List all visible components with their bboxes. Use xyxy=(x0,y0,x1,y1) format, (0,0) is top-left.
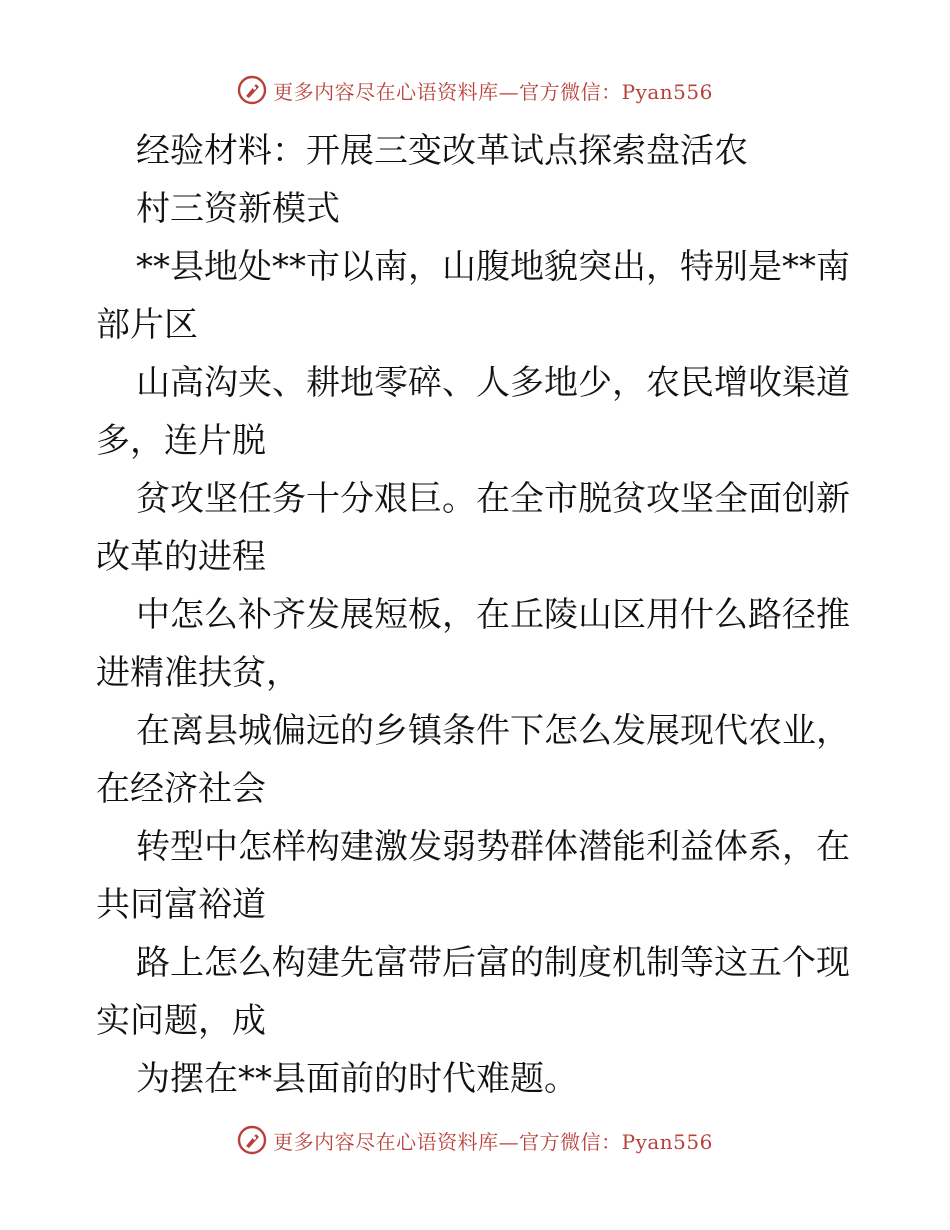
paragraph-line: 进精准扶贫， xyxy=(96,653,300,693)
paragraph-line: 在经济社会 xyxy=(96,769,266,809)
footer-watermark xyxy=(0,1120,950,1160)
paragraph-line: **县地处**市以南，山腹地貌突出，特别是**南 xyxy=(136,247,850,287)
paragraph-line: 路上怎么构建先富带后富的制度机制等这五个现 xyxy=(136,943,850,983)
header-watermark-text: 更多内容尽在心语资料库—官方微信：Pyan556 xyxy=(273,79,713,104)
pen-nib-logo-icon xyxy=(237,1125,267,1155)
paragraph-line: 转型中怎样构建激发弱势群体潜能利益体系，在 xyxy=(136,827,850,867)
footer-watermark-text: 更多内容尽在心语资料库—官方微信：Pyan556 xyxy=(273,1129,713,1154)
title-line-1: 经验材料：开展三变改革试点探索盘活农 xyxy=(136,131,748,171)
paragraph-line: 在离县城偏远的乡镇条件下怎么发展现代农业， xyxy=(136,711,850,751)
footer-watermark-content xyxy=(237,1125,713,1155)
document-body xyxy=(96,122,856,1108)
paragraph-line: 部片区 xyxy=(96,305,198,345)
paragraph-line: 山高沟夹、耕地零碎、人多地少，农民增收渠道 xyxy=(136,363,850,403)
paragraph-line: 贫攻坚任务十分艰巨。在全市脱贫攻坚全面创新 xyxy=(136,479,850,519)
header-watermark-content xyxy=(237,75,713,105)
paragraph-line: 改革的进程 xyxy=(96,537,266,577)
paragraph-line: 中怎么补齐发展短板，在丘陵山区用什么路径推 xyxy=(136,595,850,635)
pen-nib-logo-icon xyxy=(237,75,267,105)
header-watermark xyxy=(0,70,950,110)
paragraph-line: 多，连片脱 xyxy=(96,421,266,461)
paragraph-line: 实问题，成 xyxy=(96,1001,266,1041)
title-line-2: 村三资新模式 xyxy=(136,189,340,229)
paragraph-line: 为摆在**县面前的时代难题。 xyxy=(136,1059,578,1099)
paragraph-line: 共同富裕道 xyxy=(96,885,266,925)
